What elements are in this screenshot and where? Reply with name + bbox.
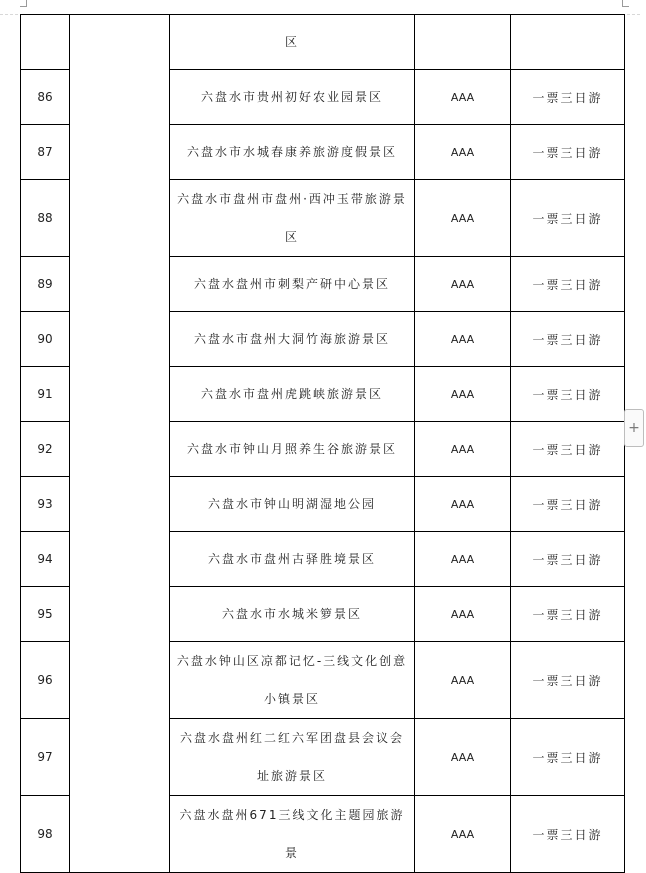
grade-cell[interactable]: AAA — [415, 719, 511, 796]
note-cell[interactable]: 一票三日游 — [511, 70, 625, 125]
site-name-cell[interactable]: 六盘水市盘州大洞竹海旅游景区 — [170, 312, 415, 367]
note-cell[interactable]: 一票三日游 — [511, 642, 625, 719]
site-name-cell[interactable]: 六盘水市水城春康养旅游度假景区 — [170, 125, 415, 180]
grade-cell[interactable]: AAA — [415, 477, 511, 532]
table-row — [21, 15, 625, 70]
site-name-cell[interactable]: 六盘水盘州红二红六军团盘县会议会址旅游景区 — [170, 719, 415, 796]
row-number-cell[interactable]: 97 — [21, 719, 70, 796]
site-name-cell[interactable]: 六盘水市盘州市盘州·西冲玉带旅游景区 — [170, 180, 415, 257]
row-number-cell[interactable]: 95 — [21, 587, 70, 642]
site-name-cell[interactable]: 六盘水市水城米箩景区 — [170, 587, 415, 642]
grade-cell[interactable]: AAA — [415, 796, 511, 873]
row-number-cell[interactable]: 98 — [21, 796, 70, 873]
site-name-cell[interactable]: 六盘水市钟山月照养生谷旅游景区 — [170, 422, 415, 477]
region-cell[interactable] — [70, 15, 170, 873]
grade-cell[interactable]: AAA — [415, 312, 511, 367]
scenic-spots-table — [20, 14, 625, 873]
row-number-cell[interactable] — [21, 15, 70, 70]
note-cell[interactable]: 一票三日游 — [511, 422, 625, 477]
grade-cell[interactable]: AAA — [415, 70, 511, 125]
note-cell[interactable] — [511, 15, 625, 70]
row-number-cell[interactable]: 88 — [21, 180, 70, 257]
site-name-cell[interactable]: 六盘水市盘州虎跳峡旅游景区 — [170, 367, 415, 422]
note-cell[interactable]: 一票三日游 — [511, 367, 625, 422]
site-name-cell[interactable]: 六盘水市贵州初好农业园景区 — [170, 70, 415, 125]
page-corner-mark-right — [622, 0, 629, 7]
row-number-cell[interactable]: 89 — [21, 257, 70, 312]
row-number-cell[interactable]: 92 — [21, 422, 70, 477]
row-number-cell[interactable]: 86 — [21, 70, 70, 125]
site-name-cell[interactable]: 区 — [170, 15, 415, 70]
row-number-cell[interactable]: 96 — [21, 642, 70, 719]
note-cell[interactable]: 一票三日游 — [511, 587, 625, 642]
note-cell[interactable]: 一票三日游 — [511, 532, 625, 587]
note-cell[interactable]: 一票三日游 — [511, 312, 625, 367]
grade-cell[interactable]: AAA — [415, 422, 511, 477]
note-cell[interactable]: 一票三日游 — [511, 125, 625, 180]
site-name-cell[interactable]: 六盘水盘州671三线文化主题园旅游景 — [170, 796, 415, 873]
grade-cell[interactable]: AAA — [415, 125, 511, 180]
plus-icon: + — [628, 420, 640, 436]
site-name-cell[interactable]: 六盘水盘州市刺梨产研中心景区 — [170, 257, 415, 312]
grade-cell[interactable]: AAA — [415, 532, 511, 587]
grade-cell[interactable] — [415, 15, 511, 70]
grade-cell[interactable]: AAA — [415, 587, 511, 642]
row-number-cell[interactable]: 90 — [21, 312, 70, 367]
site-name-cell[interactable]: 六盘水市钟山明湖湿地公园 — [170, 477, 415, 532]
note-cell[interactable]: 一票三日游 — [511, 719, 625, 796]
note-cell[interactable]: 一票三日游 — [511, 257, 625, 312]
site-name-cell[interactable]: 六盘水钟山区凉都记忆-三线文化创意小镇景区 — [170, 642, 415, 719]
note-cell[interactable]: 一票三日游 — [511, 477, 625, 532]
site-name-cell[interactable]: 六盘水市盘州古驿胜境景区 — [170, 532, 415, 587]
row-number-cell[interactable]: 93 — [21, 477, 70, 532]
grade-cell[interactable]: AAA — [415, 180, 511, 257]
row-number-cell[interactable]: 94 — [21, 532, 70, 587]
row-number-cell[interactable]: 91 — [21, 367, 70, 422]
row-number-cell[interactable]: 87 — [21, 125, 70, 180]
add-row-button[interactable] — [624, 409, 644, 447]
note-cell[interactable]: 一票三日游 — [511, 180, 625, 257]
page-corner-mark-left — [20, 0, 27, 7]
grade-cell[interactable]: AAA — [415, 642, 511, 719]
note-cell[interactable]: 一票三日游 — [511, 796, 625, 873]
grade-cell[interactable]: AAA — [415, 257, 511, 312]
grade-cell[interactable]: AAA — [415, 367, 511, 422]
